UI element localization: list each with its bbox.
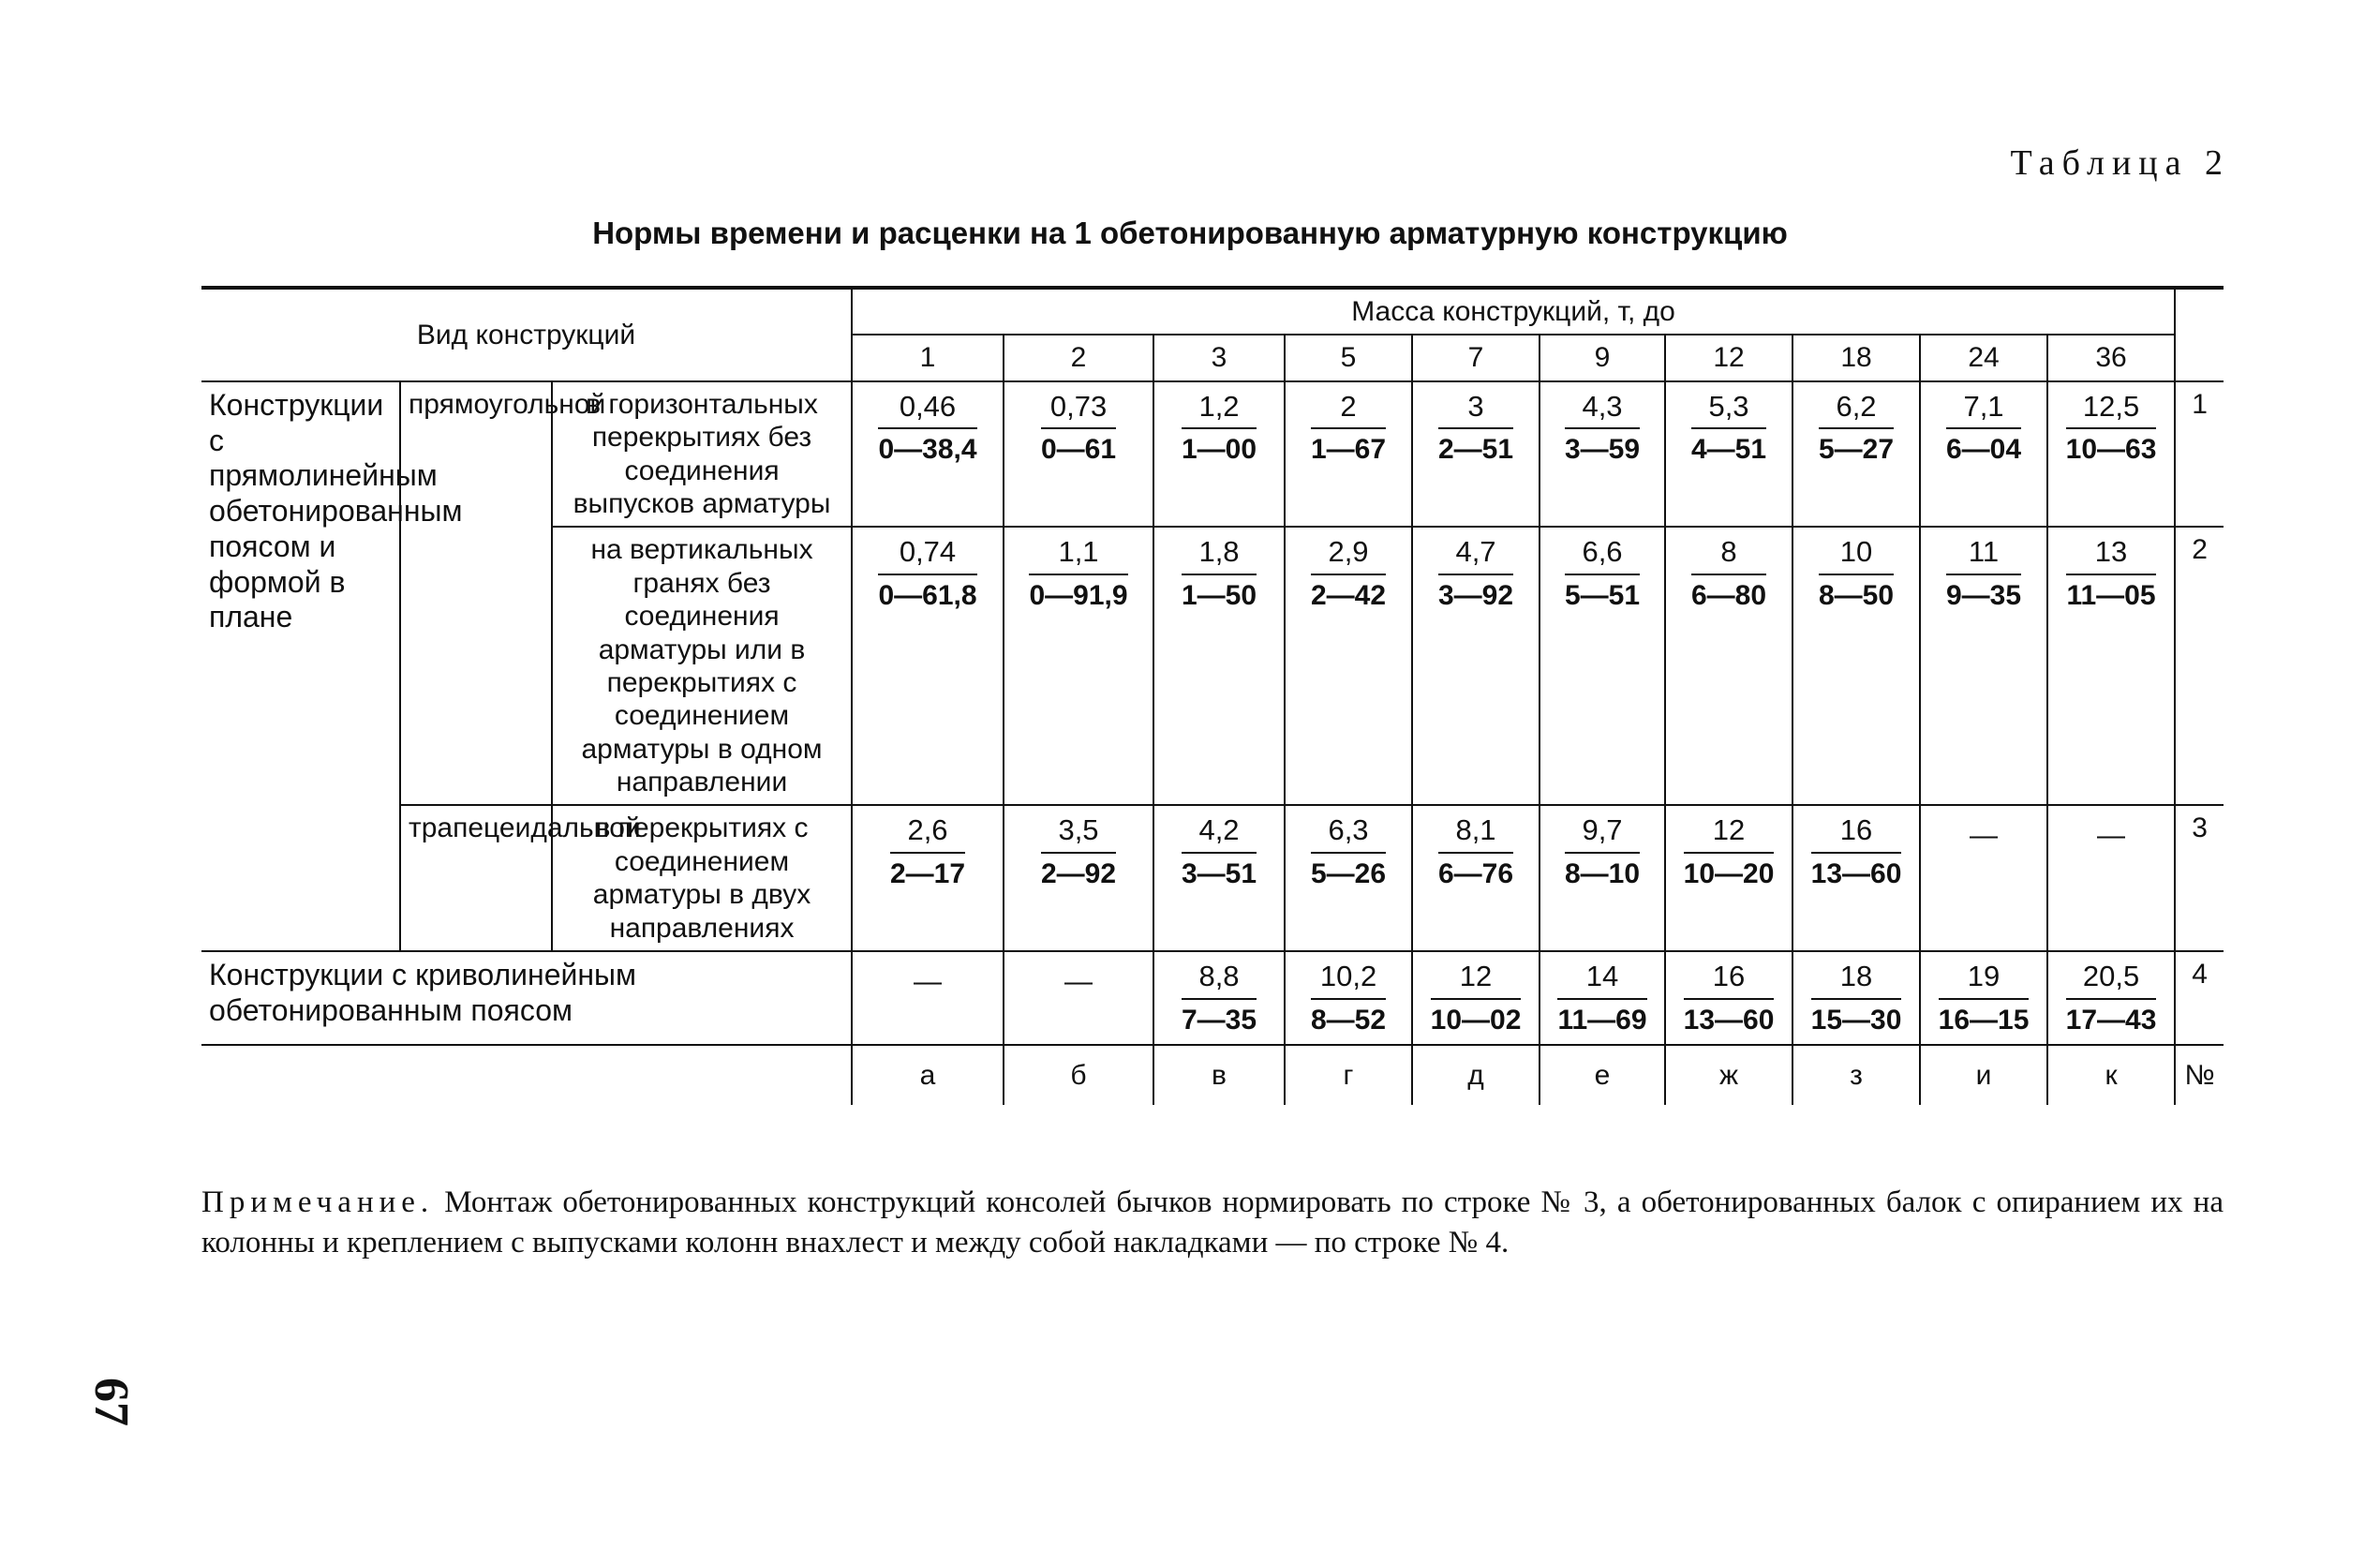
norm-fraction xyxy=(1311,535,1386,612)
time-norm: 2,9 xyxy=(1311,535,1386,575)
value-cell xyxy=(1920,951,2047,1045)
letters-row xyxy=(201,1045,2224,1105)
norm-fraction xyxy=(1691,535,1766,612)
rate: 8—10 xyxy=(1564,858,1641,890)
value-cell xyxy=(1004,951,1153,1045)
value-cell xyxy=(1920,805,2047,951)
time-norm: 4,2 xyxy=(1182,813,1257,854)
norm-fraction xyxy=(1691,390,1766,467)
row-number: 2 xyxy=(2175,527,2224,805)
time-norm: 5,3 xyxy=(1691,390,1766,430)
header-row xyxy=(201,288,2224,335)
norm-fraction xyxy=(1565,535,1640,612)
number-label: № xyxy=(2175,1045,2224,1105)
value-cell xyxy=(1665,805,1792,951)
norm-fraction xyxy=(1431,960,1522,1036)
time-norm: 1,2 xyxy=(1182,390,1257,430)
table-row xyxy=(201,951,2224,1045)
value-cell xyxy=(1153,805,1285,951)
norm-fraction xyxy=(1311,813,1386,890)
time-norm: 4,7 xyxy=(1438,535,1513,575)
description-cell: в горизонтальных перекрытиях без соединения выпусков арматуры xyxy=(552,381,852,528)
type-header: Вид конструкций xyxy=(201,288,852,381)
norm-fraction xyxy=(1182,813,1257,890)
rate: 3—51 xyxy=(1181,858,1257,890)
value-cell xyxy=(1412,381,1540,528)
rate: 9—35 xyxy=(1945,579,2022,611)
time-norm: 0,74 xyxy=(878,535,976,575)
norm-fraction xyxy=(1939,960,2030,1036)
norm-fraction xyxy=(1819,390,1894,467)
mass-value-header: 1 xyxy=(852,335,1004,380)
norm-fraction xyxy=(878,535,976,612)
norm-fraction xyxy=(1684,813,1775,890)
value-cell xyxy=(1665,381,1792,528)
time-norm: 7,1 xyxy=(1946,390,2021,430)
rate: 3—59 xyxy=(1564,434,1641,466)
shape-cell: трапецеидальной xyxy=(400,805,552,951)
norm-fraction xyxy=(1311,390,1386,467)
value-cell xyxy=(1285,805,1412,951)
time-norm: 11 xyxy=(1946,535,2021,575)
value-cell xyxy=(1004,381,1153,528)
rate: 15—30 xyxy=(1810,1004,1902,1036)
value-cell xyxy=(1792,527,1920,805)
time-norm: 0,73 xyxy=(1041,390,1116,430)
norm-fraction xyxy=(1946,390,2021,467)
time-norm: 13 xyxy=(2066,535,2155,575)
norm-fraction xyxy=(2066,960,2157,1036)
rate: 7—35 xyxy=(1181,1004,1257,1036)
value-cell xyxy=(1540,381,1665,528)
empty-dash: — xyxy=(1970,820,1999,852)
rate: 2—42 xyxy=(1310,579,1387,611)
value-cell xyxy=(1665,951,1792,1045)
time-norm: 12 xyxy=(1684,813,1775,854)
rate: 5—26 xyxy=(1310,858,1387,890)
time-norm: 9,7 xyxy=(1565,813,1640,854)
time-norm: 10,2 xyxy=(1311,960,1386,1000)
value-cell xyxy=(1920,527,2047,805)
norm-fraction xyxy=(1029,535,1127,612)
column-letter: а xyxy=(852,1045,1004,1105)
value-cell xyxy=(1285,951,1412,1045)
time-norm: 6,3 xyxy=(1311,813,1386,854)
time-norm: 19 xyxy=(1939,960,2030,1000)
table-row xyxy=(201,805,2224,951)
value-cell xyxy=(852,381,1004,528)
mass-value-header: 36 xyxy=(2047,335,2175,380)
rate: 1—50 xyxy=(1181,579,1257,611)
norm-fraction xyxy=(1819,535,1894,612)
rate: 11—05 xyxy=(2066,579,2156,611)
note-text: Монтаж обетонированных конструкций консолей бычков нормировать по строке № 3, а обетонированных балок с опиранием их на колонны и креплением с выпусками колонн внахлест и между собой накладками — по строке № 4. xyxy=(201,1185,2224,1259)
value-cell xyxy=(1540,527,1665,805)
value-cell xyxy=(1153,381,1285,528)
norm-fraction xyxy=(890,813,965,890)
table-row xyxy=(201,381,2224,528)
norm-fraction xyxy=(1811,960,1902,1036)
description-cell: на вертикальных гранях без соединения арматуры или в перекрытиях с соединением арматуры в одном направлении xyxy=(552,527,852,805)
rate: 6—80 xyxy=(1690,579,1767,611)
time-norm: 12 xyxy=(1431,960,1522,1000)
time-norm: 2,6 xyxy=(890,813,965,854)
norm-fraction xyxy=(1684,960,1775,1036)
row-number: 4 xyxy=(2175,951,2224,1045)
mass-value-header: 2 xyxy=(1004,335,1153,380)
time-norm: 6,6 xyxy=(1565,535,1640,575)
time-norm: 3 xyxy=(1438,390,1513,430)
description-cell: в перекрытиях с соединением арматуры в двух направлениях xyxy=(552,805,852,951)
value-cell xyxy=(2047,805,2175,951)
mass-value-header: 7 xyxy=(1412,335,1540,380)
value-cell xyxy=(852,527,1004,805)
norm-fraction xyxy=(1811,813,1902,890)
rate: 0—61,8 xyxy=(878,579,977,611)
time-norm: 12,5 xyxy=(2066,390,2157,430)
rate: 10—63 xyxy=(2065,434,2157,466)
norm-fraction xyxy=(1438,535,1513,612)
rate: 11—69 xyxy=(1557,1004,1647,1036)
shape-cell: прямоугольной xyxy=(400,381,552,806)
rate: 13—60 xyxy=(1810,858,1902,890)
rate: 16—15 xyxy=(1938,1004,2030,1036)
rate: 6—04 xyxy=(1945,434,2022,466)
rate: 5—51 xyxy=(1564,579,1641,611)
time-norm: 4,3 xyxy=(1565,390,1640,430)
norms-table xyxy=(201,286,2224,1105)
rate: 2—51 xyxy=(1437,434,1514,466)
value-cell xyxy=(1792,805,1920,951)
time-norm: 16 xyxy=(1684,960,1775,1000)
rate: 8—50 xyxy=(1818,579,1895,611)
norm-fraction xyxy=(1182,535,1257,612)
row-number: 3 xyxy=(2175,805,2224,951)
value-cell xyxy=(1920,381,2047,528)
value-cell xyxy=(2047,951,2175,1045)
column-letter: е xyxy=(1540,1045,1665,1105)
time-norm: 2 xyxy=(1311,390,1386,430)
time-norm: 14 xyxy=(1557,960,1646,1000)
time-norm: 1,1 xyxy=(1029,535,1127,575)
norm-fraction xyxy=(1565,390,1640,467)
value-cell xyxy=(1412,805,1540,951)
rate: 5—27 xyxy=(1818,434,1895,466)
rate: 17—43 xyxy=(2065,1004,2157,1036)
time-norm: 0,46 xyxy=(878,390,976,430)
norm-fraction xyxy=(1438,813,1513,890)
value-cell xyxy=(1004,805,1153,951)
rate: 1—00 xyxy=(1181,434,1257,466)
norm-fraction xyxy=(1557,960,1646,1036)
time-norm: 10 xyxy=(1819,535,1894,575)
value-cell xyxy=(1004,527,1153,805)
rate: 1—67 xyxy=(1310,434,1387,466)
norm-fraction xyxy=(1438,390,1513,467)
norm-fraction xyxy=(1182,390,1257,467)
column-letter: к xyxy=(2047,1045,2175,1105)
value-cell xyxy=(1792,381,1920,528)
column-letter: з xyxy=(1792,1045,1920,1105)
value-cell xyxy=(1792,951,1920,1045)
footnote xyxy=(201,1183,2224,1263)
number-header-blank xyxy=(2175,288,2224,381)
mass-value-header: 3 xyxy=(1153,335,1285,380)
rate: 2—92 xyxy=(1040,858,1117,890)
rate: 0—38,4 xyxy=(878,434,977,466)
time-norm: 20,5 xyxy=(2066,960,2157,1000)
rate: 10—02 xyxy=(1430,1004,1522,1036)
time-norm: 3,5 xyxy=(1041,813,1116,854)
row-number: 1 xyxy=(2175,381,2224,528)
table-label: Таблица 2 xyxy=(2010,143,2230,183)
norm-fraction xyxy=(2066,390,2157,467)
rate: 0—91,9 xyxy=(1029,579,1128,611)
column-letter: г xyxy=(1285,1045,1412,1105)
value-cell xyxy=(2047,527,2175,805)
norm-fraction xyxy=(1946,535,2021,612)
value-cell xyxy=(1153,951,1285,1045)
time-norm: 16 xyxy=(1811,813,1902,854)
table-body xyxy=(201,288,2224,1105)
page-number: 67 xyxy=(84,1378,138,1426)
mass-value-header: 12 xyxy=(1665,335,1792,380)
value-cell xyxy=(1540,805,1665,951)
empty-dash: — xyxy=(1064,966,1093,998)
time-norm: 18 xyxy=(1811,960,1902,1000)
rate: 10—20 xyxy=(1683,858,1775,890)
category-cell: Конструкции с криволинейным обетонированным поясом xyxy=(201,951,852,1045)
empty-dash: — xyxy=(914,966,943,998)
rate: 13—60 xyxy=(1683,1004,1775,1036)
norm-fraction xyxy=(1565,813,1640,890)
column-letter: ж xyxy=(1665,1045,1792,1105)
category-cell: Конструкции с прямолинейным обетонированным поясом и формой в плане xyxy=(201,381,400,951)
mass-value-header: 5 xyxy=(1285,335,1412,380)
rate: 2—17 xyxy=(889,858,966,890)
norm-fraction xyxy=(2066,535,2155,612)
column-letter: б xyxy=(1004,1045,1153,1105)
note-lead: Примечание. xyxy=(201,1185,435,1219)
column-letter: в xyxy=(1153,1045,1285,1105)
mass-value-header: 9 xyxy=(1540,335,1665,380)
time-norm: 8 xyxy=(1691,535,1766,575)
norm-fraction xyxy=(878,390,976,467)
norm-fraction xyxy=(1311,960,1386,1036)
value-cell xyxy=(1412,951,1540,1045)
time-norm: 8,8 xyxy=(1182,960,1257,1000)
value-cell xyxy=(852,805,1004,951)
time-norm: 1,8 xyxy=(1182,535,1257,575)
value-cell xyxy=(2047,381,2175,528)
rate: 4—51 xyxy=(1690,434,1767,466)
mass-header: Масса конструкций, т, до xyxy=(852,288,2175,335)
value-cell xyxy=(1665,527,1792,805)
norm-fraction xyxy=(1041,813,1116,890)
column-letter: и xyxy=(1920,1045,2047,1105)
rate: 8—52 xyxy=(1310,1004,1387,1036)
time-norm: 6,2 xyxy=(1819,390,1894,430)
value-cell xyxy=(1540,951,1665,1045)
value-cell xyxy=(1285,381,1412,528)
rate: 6—76 xyxy=(1437,858,1514,890)
mass-value-header: 24 xyxy=(1920,335,2047,380)
value-cell xyxy=(1412,527,1540,805)
rate: 0—61 xyxy=(1040,434,1117,466)
empty-dash: — xyxy=(2097,820,2126,852)
table-title: Нормы времени и расценки на 1 обетонированную арматурную конструкцию xyxy=(592,216,1788,250)
rate: 3—92 xyxy=(1437,579,1514,611)
value-cell xyxy=(852,951,1004,1045)
column-letter: д xyxy=(1412,1045,1540,1105)
time-norm: 8,1 xyxy=(1438,813,1513,854)
norm-fraction xyxy=(1182,960,1257,1036)
value-cell xyxy=(1153,527,1285,805)
norm-fraction xyxy=(1041,390,1116,467)
value-cell xyxy=(1285,527,1412,805)
mass-value-header: 18 xyxy=(1792,335,1920,380)
letters-row-blank xyxy=(201,1045,852,1105)
